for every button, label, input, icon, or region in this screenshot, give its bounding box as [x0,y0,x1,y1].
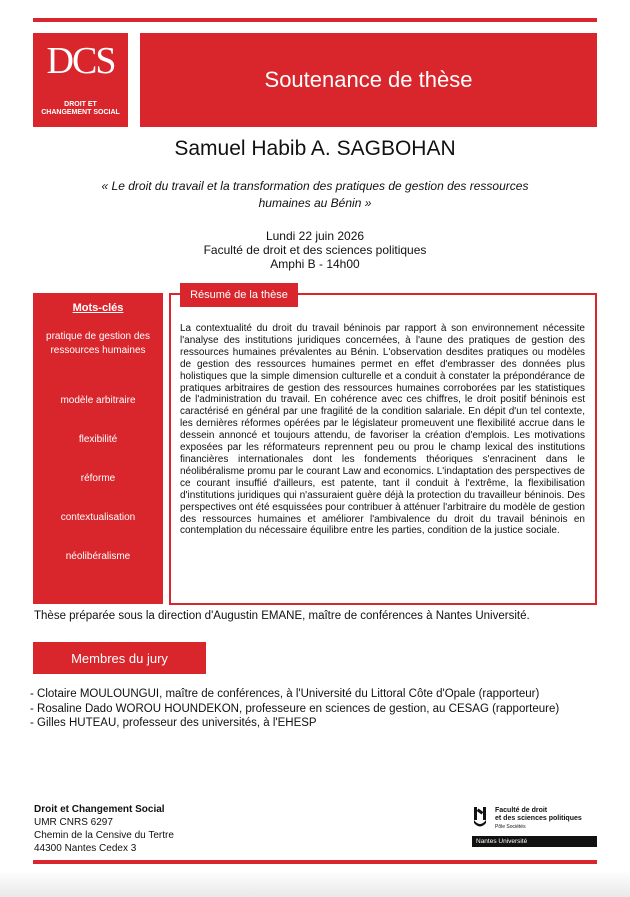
summary-tab: Résumé de la thèse [180,283,298,307]
jury-member: - Clotaire MOULOUNGUI, maître de conférences, à l'Université du Littoral Côte d'Opale (rapporteur) [30,688,540,700]
dcs-logo [33,33,128,127]
event-place: Faculté de droit et des sciences politiques [203,243,427,257]
top-rule [33,18,597,22]
event-date: Lundi 22 juin 2026 [265,229,365,243]
supervisor-line: Thèse préparée sous la direction d'Augustin EMANE, maître de conférences à Nantes Université. [34,610,530,622]
lab-street: Chemin de la Censive du Tertre [34,830,174,841]
faculty-name: Faculté de droit et des sciences politiques Pôle Sociétés [495,807,582,830]
lab-name: Droit et Changement Social [34,804,165,815]
keyword-item: réforme [80,473,116,484]
page-bottom-shadow [0,870,630,897]
logo-monogram: DCS [46,40,115,82]
keyword-item: contextualisation [60,512,136,523]
jury-list [30,687,600,731]
keywords-panel [33,293,163,604]
lab-city: 44300 Nantes Cedex 3 [34,843,137,854]
jury-member: - Rosaline Dado WOROU HOUNDEKON, professeure en sciences de gestion, au CESAG (rapporteure) [30,702,560,715]
author-name: Samuel Habib A. SAGBOHAN [174,137,456,160]
keyword-item: néolibéralisme [65,551,131,562]
logo-caption: DROIT ET CHANGEMENT SOCIAL [41,101,120,116]
event-details [33,229,597,271]
nantes-university-logo [472,806,597,846]
bottom-rule [33,860,597,864]
lab-address [34,803,174,855]
jury-title: Membres du jury [33,642,206,674]
keyword-item: flexibilité [78,434,118,445]
nu-monogram-icon [472,806,490,828]
keyword-item: modèle arbitraire [60,395,136,406]
keywords-title: Mots-clés [72,302,124,314]
jury-member: - Gilles HUTEAU, professeur des universités, à l'EHESP [30,717,317,729]
keyword-item: pratique de gestion des ressources humaines [46,331,150,356]
event-room-time: Amphi B - 14h00 [270,257,360,271]
header-title: Soutenance de thèse [140,33,597,127]
university-bar: Nantes Université [472,836,597,847]
summary-text: La contextualité du droit du travail béninois par rapport à son environnement nécessite l'analyse des institutions juridiques concernées, à l'aune des pratiques de gestion des ressources humaines prévalentes au Bénin. L'observation desdites pratiques ou modèles de gestion des ressources humaines permet en effet d'embrasser des données plus holistiques que la simple dimension culturelle et a conduit à constater la prépondérance de pratiques arbitraires de gestion des ressources humaines corroborées par les statistiques de l'administration du travail. En cohérence avec ces chiffres, le droit positif béninois est caractérisé en général par une fragilité de la condition salariale. En dépit d'un tel contexte, les dernières réformes opérées par le législateur promeuvent une flexibilité accrue dans le dessein annoncé et toujours attendu, de favoriser la création d'emplois. Les motivations exposées par les réformateurs reprennent peu ou prou le champ lexical des institutions financières internationales dont les fondements théoriques s'enracinent dans le néolibéralisme promu par le courant Law and economics. L'indaptation des perspectives de ce courant insuffié d'ailleurs, est patente, tant il conduit à l'extrême, la flexibilisation d'institutions juridiques qui n'assuraient guère déjà la protection du travailleur béninois. Des perspectives ont été esquissées pour contribuer à atténuer l'arbitraire du modèle de gestion des ressources humaines et améliorer l'ambivalence du droit du travail béninois en contemplation du nécessaire équilibre entre les parties, condition de la justice sociale. [180,323,585,537]
thesis-title: « Le droit du travail et la transformation des pratiques de gestion des ressources humaines au Bénin » [101,179,529,210]
lab-umr: UMR CNRS 6297 [34,817,113,828]
